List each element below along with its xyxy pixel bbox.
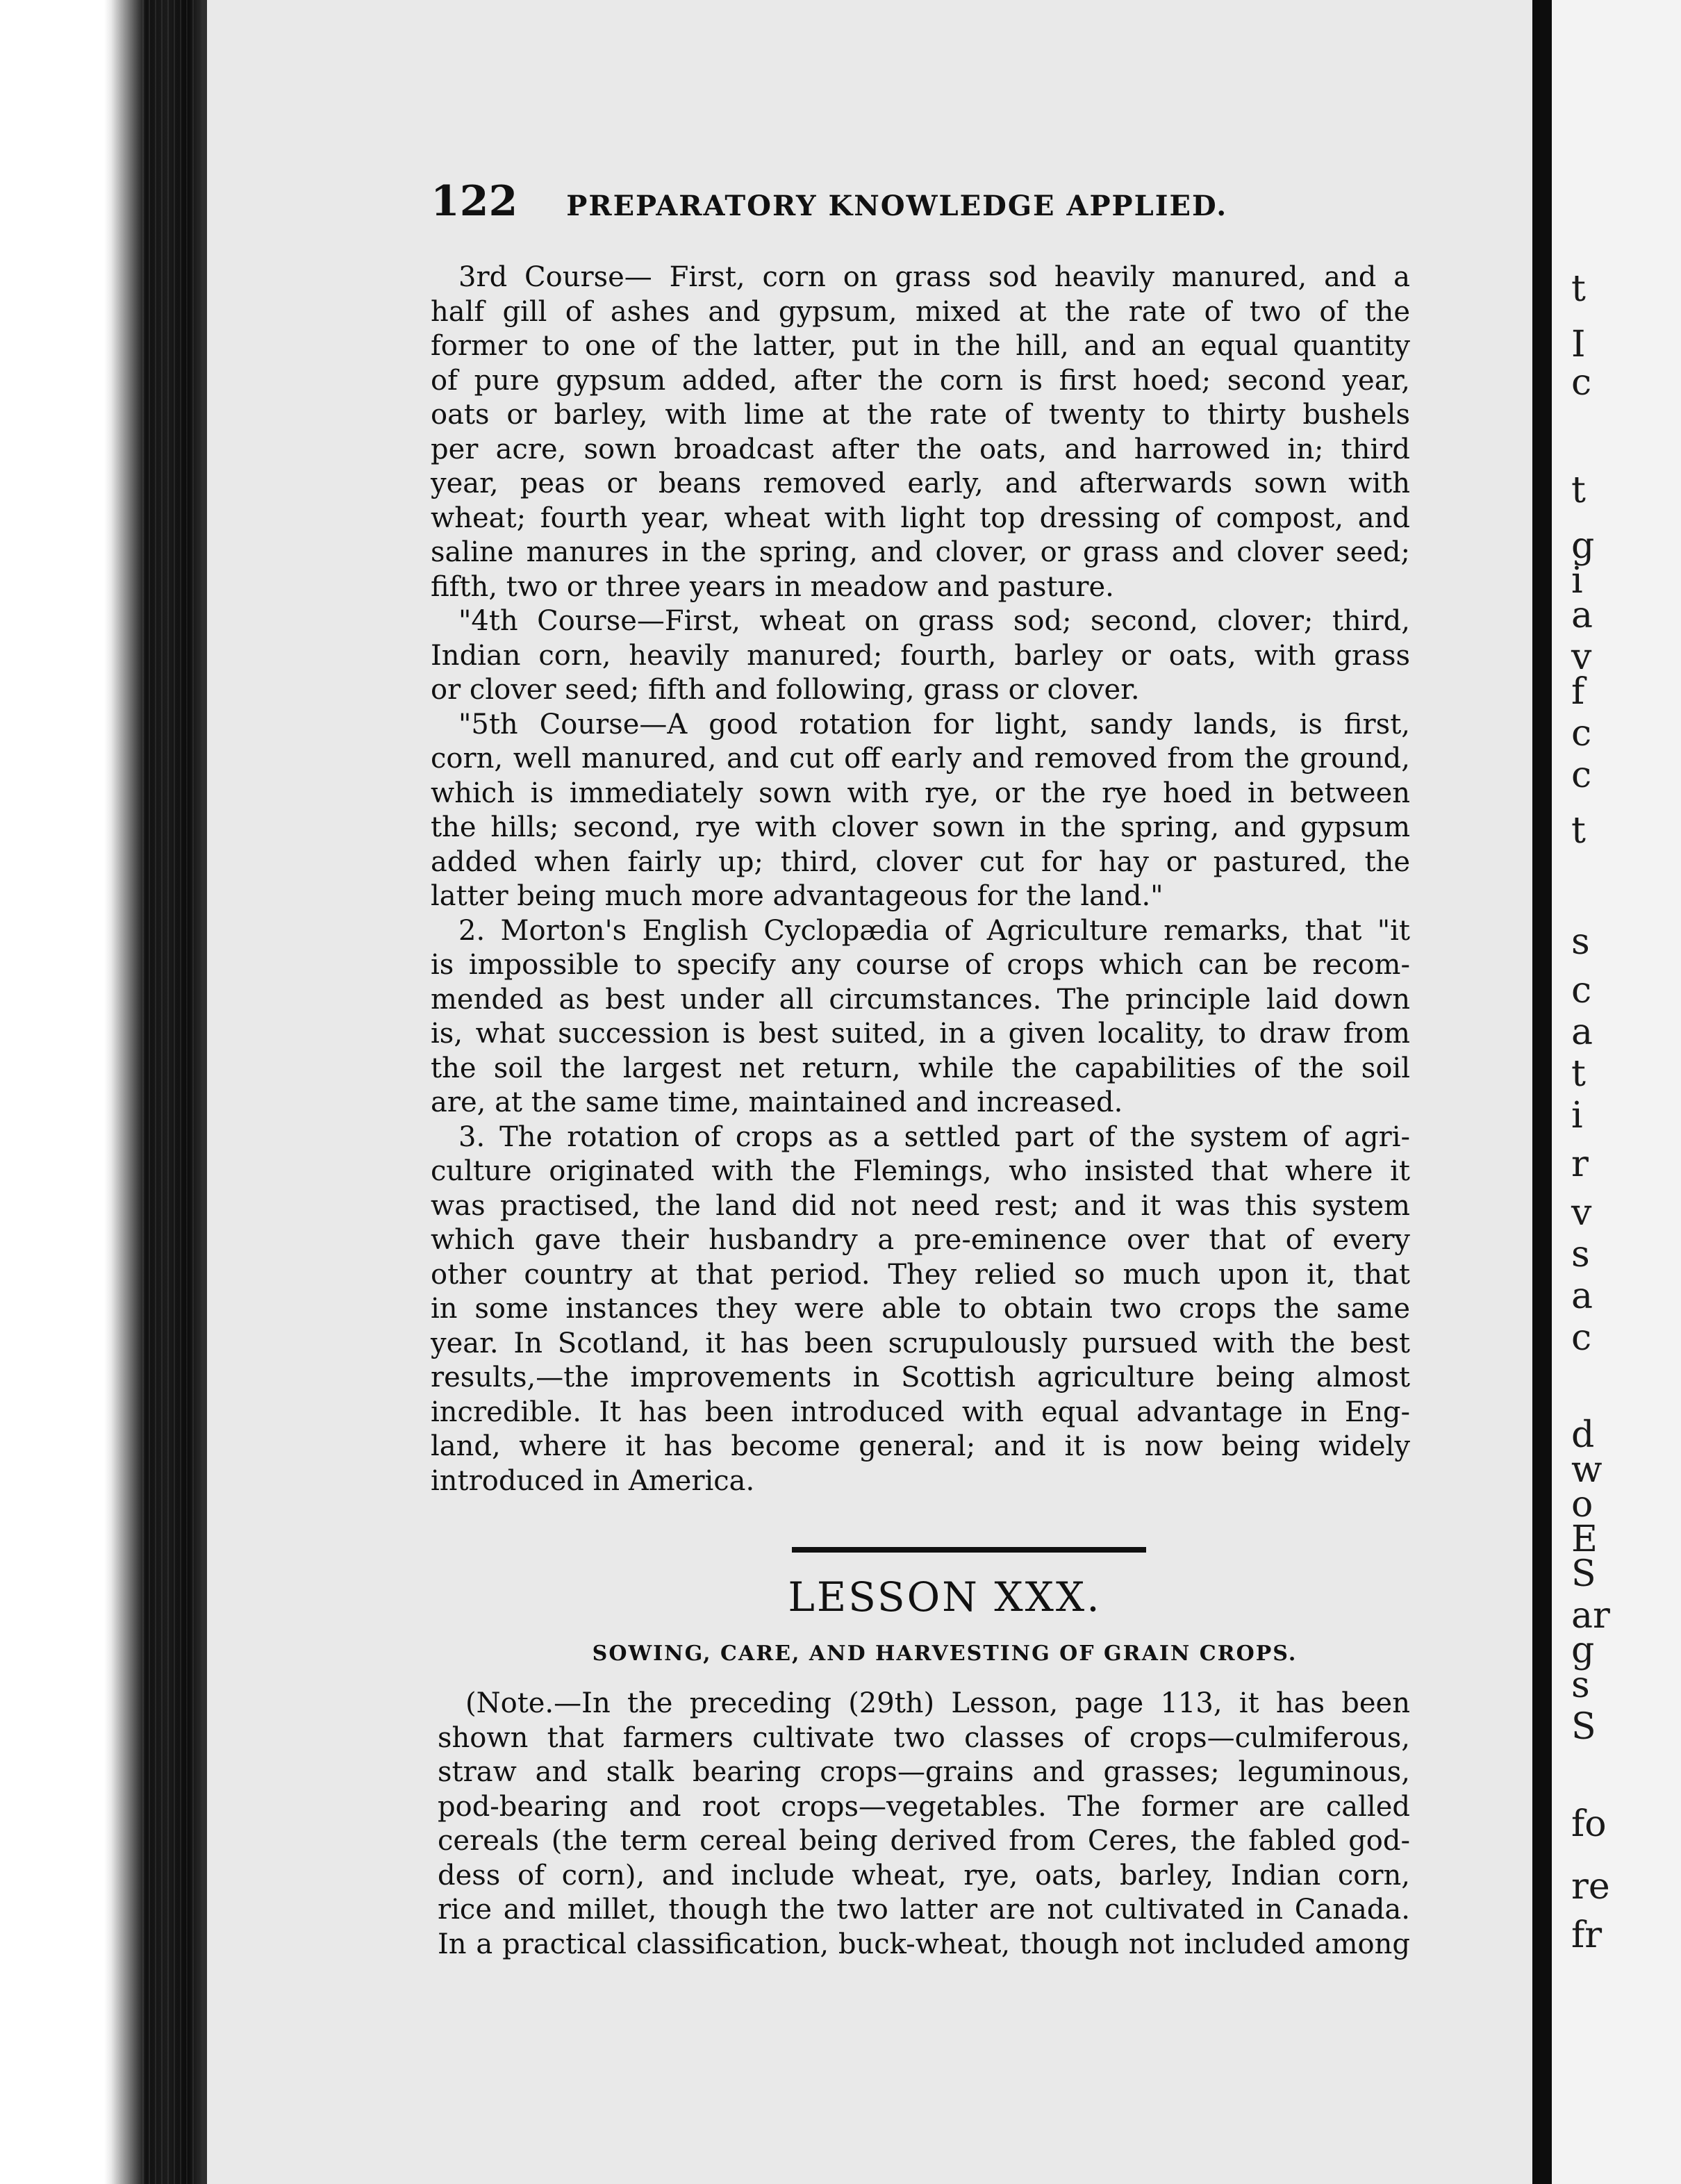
text-line: 2. Morton's English Cyclopædia of Agriculture remarks, that "it (458, 914, 1410, 947)
text-line: year. In Scotland, it has been scrupulously pursued with the best (431, 1327, 1410, 1359)
facing-page-text: I (1571, 324, 1586, 365)
text-line: straw and stalk bearing crops—grains and grasses; leguminous, (438, 1756, 1410, 1788)
facing-page-text: o (1571, 1484, 1593, 1525)
text-line: 3. The rotation of crops as a settled part of the system of agri- (458, 1120, 1410, 1153)
facing-page-text: s (1571, 1234, 1590, 1275)
text-line: "4th Course—First, wheat on grass sod; second, clover; third, (458, 605, 1410, 637)
page-number: 122 (431, 177, 518, 226)
facing-page-fragment (1552, 0, 1681, 2184)
text-line: wheat; fourth year, wheat with light top dressing of compost, and (431, 502, 1410, 534)
text-line: former to one of the latter, put in the hill, and an equal quantity (431, 330, 1410, 362)
facing-page-text: a (1571, 1275, 1593, 1317)
text-line: the hills; second, rye with clover sown in the spring, and gypsum (431, 811, 1410, 843)
text-line: incredible. It has been introduced with equal advantage in Eng- (431, 1396, 1410, 1428)
text-line: or clover seed; fifth and following, grass or clover. (431, 674, 1140, 706)
facing-page-text: a (1571, 595, 1593, 636)
text-line: year, peas or beans removed early, and afterwards sown with (431, 468, 1410, 499)
paragraph (431, 1120, 1410, 1499)
facing-page-text: t (1571, 268, 1586, 310)
page-gutter (1532, 0, 1552, 2184)
facing-page-text: c (1571, 713, 1592, 754)
text-line: "5th Course—A good rotation for light, sandy lands, is first, (458, 708, 1410, 741)
text-line: land, where it has become general; and it is now being widely (431, 1430, 1410, 1462)
facing-page-text: s (1571, 1664, 1590, 1706)
page-content (431, 177, 1410, 1962)
paragraph (431, 914, 1410, 1120)
facing-page-text: a (1571, 1011, 1593, 1053)
facing-page-text: r (1571, 1143, 1589, 1185)
facing-page-text: t (1571, 1053, 1586, 1095)
facing-page-text: t (1571, 810, 1586, 852)
facing-page-text: c (1571, 754, 1592, 796)
text-line: results,—the improvements in Scottish agriculture being almost (431, 1362, 1410, 1393)
text-line: Indian corn, heavily manured; fourth, barley or oats, with grass (431, 639, 1410, 672)
text-line: dess of corn), and include wheat, rye, oats, barley, Indian corn, (438, 1859, 1410, 1892)
facing-page-text: S (1571, 1706, 1596, 1748)
text-line: is impossible to specify any course of crops which can be recom- (431, 949, 1410, 981)
text-line: other country at that period. They relied so much upon it, that (431, 1258, 1410, 1291)
paragraph (431, 708, 1410, 914)
facing-page-text: s (1571, 921, 1590, 963)
text-line: introduced in America. (431, 1464, 755, 1497)
text-line: culture originated with the Flemings, who insisted that where it (431, 1155, 1410, 1187)
facing-page-text: fr (1571, 1914, 1603, 1956)
text-line: per acre, sown broadcast after the oats, and harrowed in; third (431, 433, 1410, 465)
facing-page-text: v (1571, 636, 1592, 678)
body-text (431, 260, 1410, 1498)
text-line: mended as best under all circumstances. The principle laid down (431, 983, 1410, 1016)
paragraph (431, 260, 1410, 604)
facing-page-text: w (1571, 1449, 1603, 1491)
facing-page-text: v (1571, 1192, 1592, 1234)
text-line: cereals (the term cereal being derived from Ceres, the fabled god- (438, 1825, 1410, 1857)
text-line: which gave their husbandry a pre-eminence over that of every (431, 1224, 1410, 1256)
text-line: saline manures in the spring, and clover, or grass and clover seed; (431, 536, 1410, 568)
facing-page-text: re (1571, 1866, 1610, 1908)
running-title: PREPARATORY KNOWLEDGE APPLIED. (566, 190, 1228, 222)
facing-page-text: fo (1571, 1803, 1607, 1845)
facing-page-text: i (1571, 1095, 1583, 1136)
facing-page-text: ar (1571, 1595, 1610, 1637)
text-line: fifth, two or three years in meadow and pasture. (431, 570, 1114, 603)
text-line: are, at the same time, maintained and increased. (431, 1086, 1123, 1118)
text-line: In a practical classification, buck-wheat, though not included among (438, 1928, 1410, 1960)
text-line: of pure gypsum added, after the corn is first hoed; second year, (431, 364, 1410, 397)
facing-page-text: g (1571, 1630, 1595, 1671)
facing-page-text: i (1571, 560, 1583, 602)
page-edges (142, 0, 198, 2184)
text-line: is, what succession is best suited, in a given locality, to draw from (431, 1018, 1410, 1050)
text-line: half gill of ashes and gypsum, mixed at the rate of two of the (431, 295, 1410, 328)
text-line: the soil the largest net return, while the capabilities of the soil (431, 1052, 1410, 1084)
facing-page-text: E (1571, 1519, 1598, 1560)
text-line: pod-bearing and root crops—vegetables. The former are called (438, 1790, 1410, 1823)
text-line: which is immediately sown with rye, or the rye hoed in between (431, 777, 1410, 809)
text-line: added when fairly up; third, clover cut for hay or pastured, the (431, 845, 1410, 878)
lesson-title: LESSON XXX. (788, 1573, 1102, 1621)
text-line: was practised, the land did not need rest; and it was this system (431, 1189, 1410, 1222)
lesson-subtitle: SOWING, CARE, AND HARVESTING OF GRAIN CROPS. (592, 1641, 1298, 1666)
facing-page-text: c (1571, 1317, 1592, 1359)
facing-page-text: c (1571, 362, 1592, 404)
facing-page-text: S (1571, 1553, 1596, 1595)
text-line: latter being much more advantageous for the land." (431, 880, 1164, 912)
page-header (431, 177, 1410, 226)
facing-page-text: c (1571, 970, 1592, 1011)
text-line: in some instances they were able to obtain two crops the same (431, 1293, 1410, 1325)
facing-page-text: g (1571, 525, 1595, 567)
text-line: oats or barley, with lime at the rate of twenty to thirty bushels (431, 399, 1410, 431)
lesson-note (438, 1687, 1410, 1962)
facing-page-text: f (1571, 671, 1585, 713)
text-line: 3rd Course— First, corn on grass sod heavily manured, and a (458, 261, 1410, 293)
text-line: (Note.—In the preceding (29th) Lesson, page 113, it has been (465, 1687, 1410, 1719)
paragraph (431, 604, 1410, 708)
text-line: corn, well manured, and cut off early and removed from the ground, (431, 743, 1410, 775)
text-line: shown that farmers cultivate two classes of crops—culmiferous, (438, 1721, 1410, 1754)
section-divider (792, 1547, 1146, 1553)
facing-page-text: t (1571, 470, 1586, 511)
text-line: rice and millet, though the two latter are not cultivated in Canada. (438, 1894, 1410, 1926)
facing-page-text: d (1571, 1414, 1595, 1456)
